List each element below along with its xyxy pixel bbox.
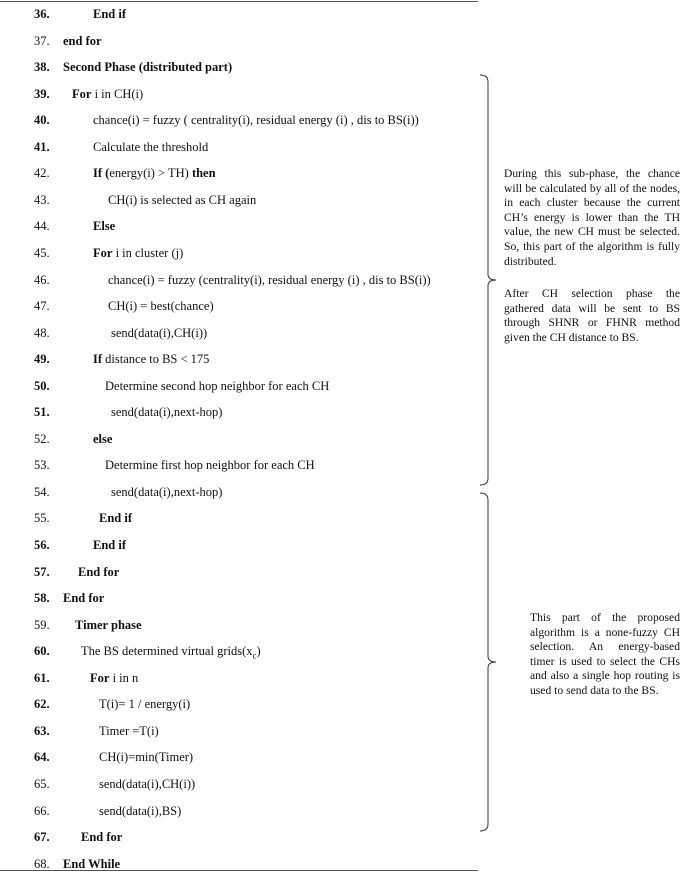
timer-phase-note: This part of the proposed algorithm is a none-fuzzy CH selection. An energy-based timer is used to select the CHs and also a single hop routing is used to send data to the BS. — [530, 611, 680, 697]
line-number: 36. — [34, 7, 50, 21]
keyword: Else — [93, 219, 116, 234]
second-phase-note: During this sub-phase, the chance will be calculated by all of the nodes, in each cluster because the current CH’s energy is lower than the TH value, the new CH must be selected. So, this part of the algorithm is fully distributed. — [504, 167, 680, 268]
line-code — [93, 4, 126, 24]
code-text: i in CH(i) — [91, 86, 144, 101]
top-rule — [0, 1, 478, 2]
keyword: For — [72, 86, 92, 101]
line-code — [99, 774, 195, 794]
code-text: c — [252, 650, 257, 661]
line-code — [105, 376, 329, 396]
line-code — [99, 801, 181, 821]
line-number: 50. — [34, 378, 50, 393]
line-code — [108, 190, 256, 210]
line-code — [99, 747, 193, 767]
line-code — [111, 402, 222, 422]
code-text: CH(i) = best(chance) — [108, 299, 214, 314]
line-number: 52. — [34, 431, 50, 446]
code-text: send(data(i),next-hop) — [111, 405, 223, 420]
line-number: 38. — [34, 60, 50, 75]
line-code — [93, 137, 208, 157]
line-number: 48. — [34, 325, 50, 340]
keyword: then — [191, 166, 216, 181]
keyword: End for — [81, 830, 123, 845]
line-code — [81, 641, 261, 661]
line-number: 40. — [34, 113, 50, 128]
line-number: 62. — [34, 697, 50, 712]
code-text: i in n — [109, 670, 139, 685]
line-number: 49. — [34, 352, 50, 367]
line-number: 65. — [34, 776, 50, 791]
keyword: For — [93, 245, 113, 260]
line-code — [63, 57, 232, 77]
line-number: 66. — [34, 803, 50, 818]
line-code — [63, 854, 120, 874]
line-code — [93, 349, 209, 369]
keyword: end for — [63, 33, 102, 48]
code-text: Calculate the threshold — [93, 139, 209, 154]
keyword: End for — [78, 564, 120, 579]
keyword: Timer phase — [75, 617, 142, 632]
keyword: End if — [93, 7, 127, 21]
line-number: 55. — [34, 511, 50, 526]
code-text: Timer =T(i) — [99, 723, 159, 738]
line-number: 45. — [34, 245, 50, 260]
code-text: CH(i)=min(Timer) — [99, 750, 194, 765]
line-code — [93, 429, 112, 449]
line-number: 58. — [34, 591, 50, 606]
line-code — [108, 296, 214, 316]
line-number: 53. — [34, 458, 50, 473]
code-text: CH(i) is selected as CH again — [108, 192, 257, 207]
keyword: If — [93, 352, 103, 367]
line-number: 61. — [34, 670, 50, 685]
code-text: send(data(i),CH(i)) — [99, 776, 196, 791]
line-number: 56. — [34, 538, 50, 552]
data-sending-note: After CH selection phase the gathered data will be sent to BS through SHNR or FHNR method given the CH distance to BS. — [504, 287, 680, 344]
line-code — [93, 535, 126, 555]
line-number: 68. — [34, 856, 50, 871]
line-number: 46. — [34, 272, 50, 287]
line-code — [99, 721, 159, 741]
keyword: For — [90, 670, 110, 685]
code-text: send(data(i),CH(i)) — [111, 325, 208, 340]
line-number: 67. — [34, 830, 50, 845]
line-code — [72, 84, 143, 104]
line-code — [99, 694, 190, 714]
code-text: send(data(i),BS) — [99, 803, 182, 818]
right-brace-second-phase — [478, 74, 498, 486]
keyword: Second Phase (distributed part) — [63, 60, 233, 75]
line-code — [108, 270, 431, 290]
line-number: 51. — [34, 405, 50, 420]
keyword: End for — [63, 591, 105, 606]
code-text: T(i)= 1 / energy(i) — [99, 697, 191, 712]
code-text: ) — [256, 644, 261, 659]
code-text: Determine first hop neighbor for each CH — [105, 458, 315, 473]
line-code — [93, 216, 115, 236]
keyword: End While — [63, 856, 121, 871]
keyword: else — [93, 431, 113, 446]
line-number: 57. — [34, 564, 50, 579]
line-number: 42. — [34, 166, 50, 181]
line-number: 41. — [34, 139, 50, 154]
line-code — [78, 562, 119, 582]
code-text: The BS determined virtual grids(x — [81, 644, 253, 659]
line-code — [93, 163, 216, 183]
code-text: send(data(i),next-hop) — [111, 484, 223, 499]
keyword: End if — [93, 538, 127, 552]
code-text: distance to BS < 175 — [102, 352, 210, 367]
line-code — [90, 668, 138, 688]
line-code — [63, 588, 104, 608]
line-number: 54. — [34, 484, 50, 499]
line-code — [111, 323, 207, 343]
keyword: If ( — [93, 166, 110, 181]
line-number: 59. — [34, 617, 50, 632]
line-code — [81, 827, 122, 847]
line-number: 60. — [34, 644, 50, 659]
code-text: i in cluster (j) — [112, 245, 184, 260]
line-number: 44. — [34, 219, 50, 234]
right-brace-timer-phase — [478, 492, 498, 832]
code-text: Determine second hop neighbor for each CH — [105, 378, 330, 393]
line-code — [75, 615, 142, 635]
line-code — [63, 31, 102, 51]
code-text: chance(i) = fuzzy (centrality(i), residual energy (i) , dis to BS(i)) — [108, 272, 431, 287]
line-number: 39. — [34, 86, 50, 101]
line-code — [99, 508, 132, 528]
line-number: 47. — [34, 299, 50, 314]
line-number: 43. — [34, 192, 50, 207]
code-text: chance(i) = fuzzy ( centrality(i), residual energy (i) , dis to BS(i)) — [93, 113, 419, 128]
line-code — [93, 243, 183, 263]
line-number: 63. — [34, 723, 50, 738]
keyword: End if — [99, 511, 133, 526]
code-text: energy(i) > TH) — [109, 166, 192, 181]
line-code — [111, 482, 222, 502]
line-number: 64. — [34, 750, 50, 765]
line-number: 37. — [34, 33, 50, 48]
line-code — [93, 110, 419, 130]
line-code — [105, 455, 315, 475]
